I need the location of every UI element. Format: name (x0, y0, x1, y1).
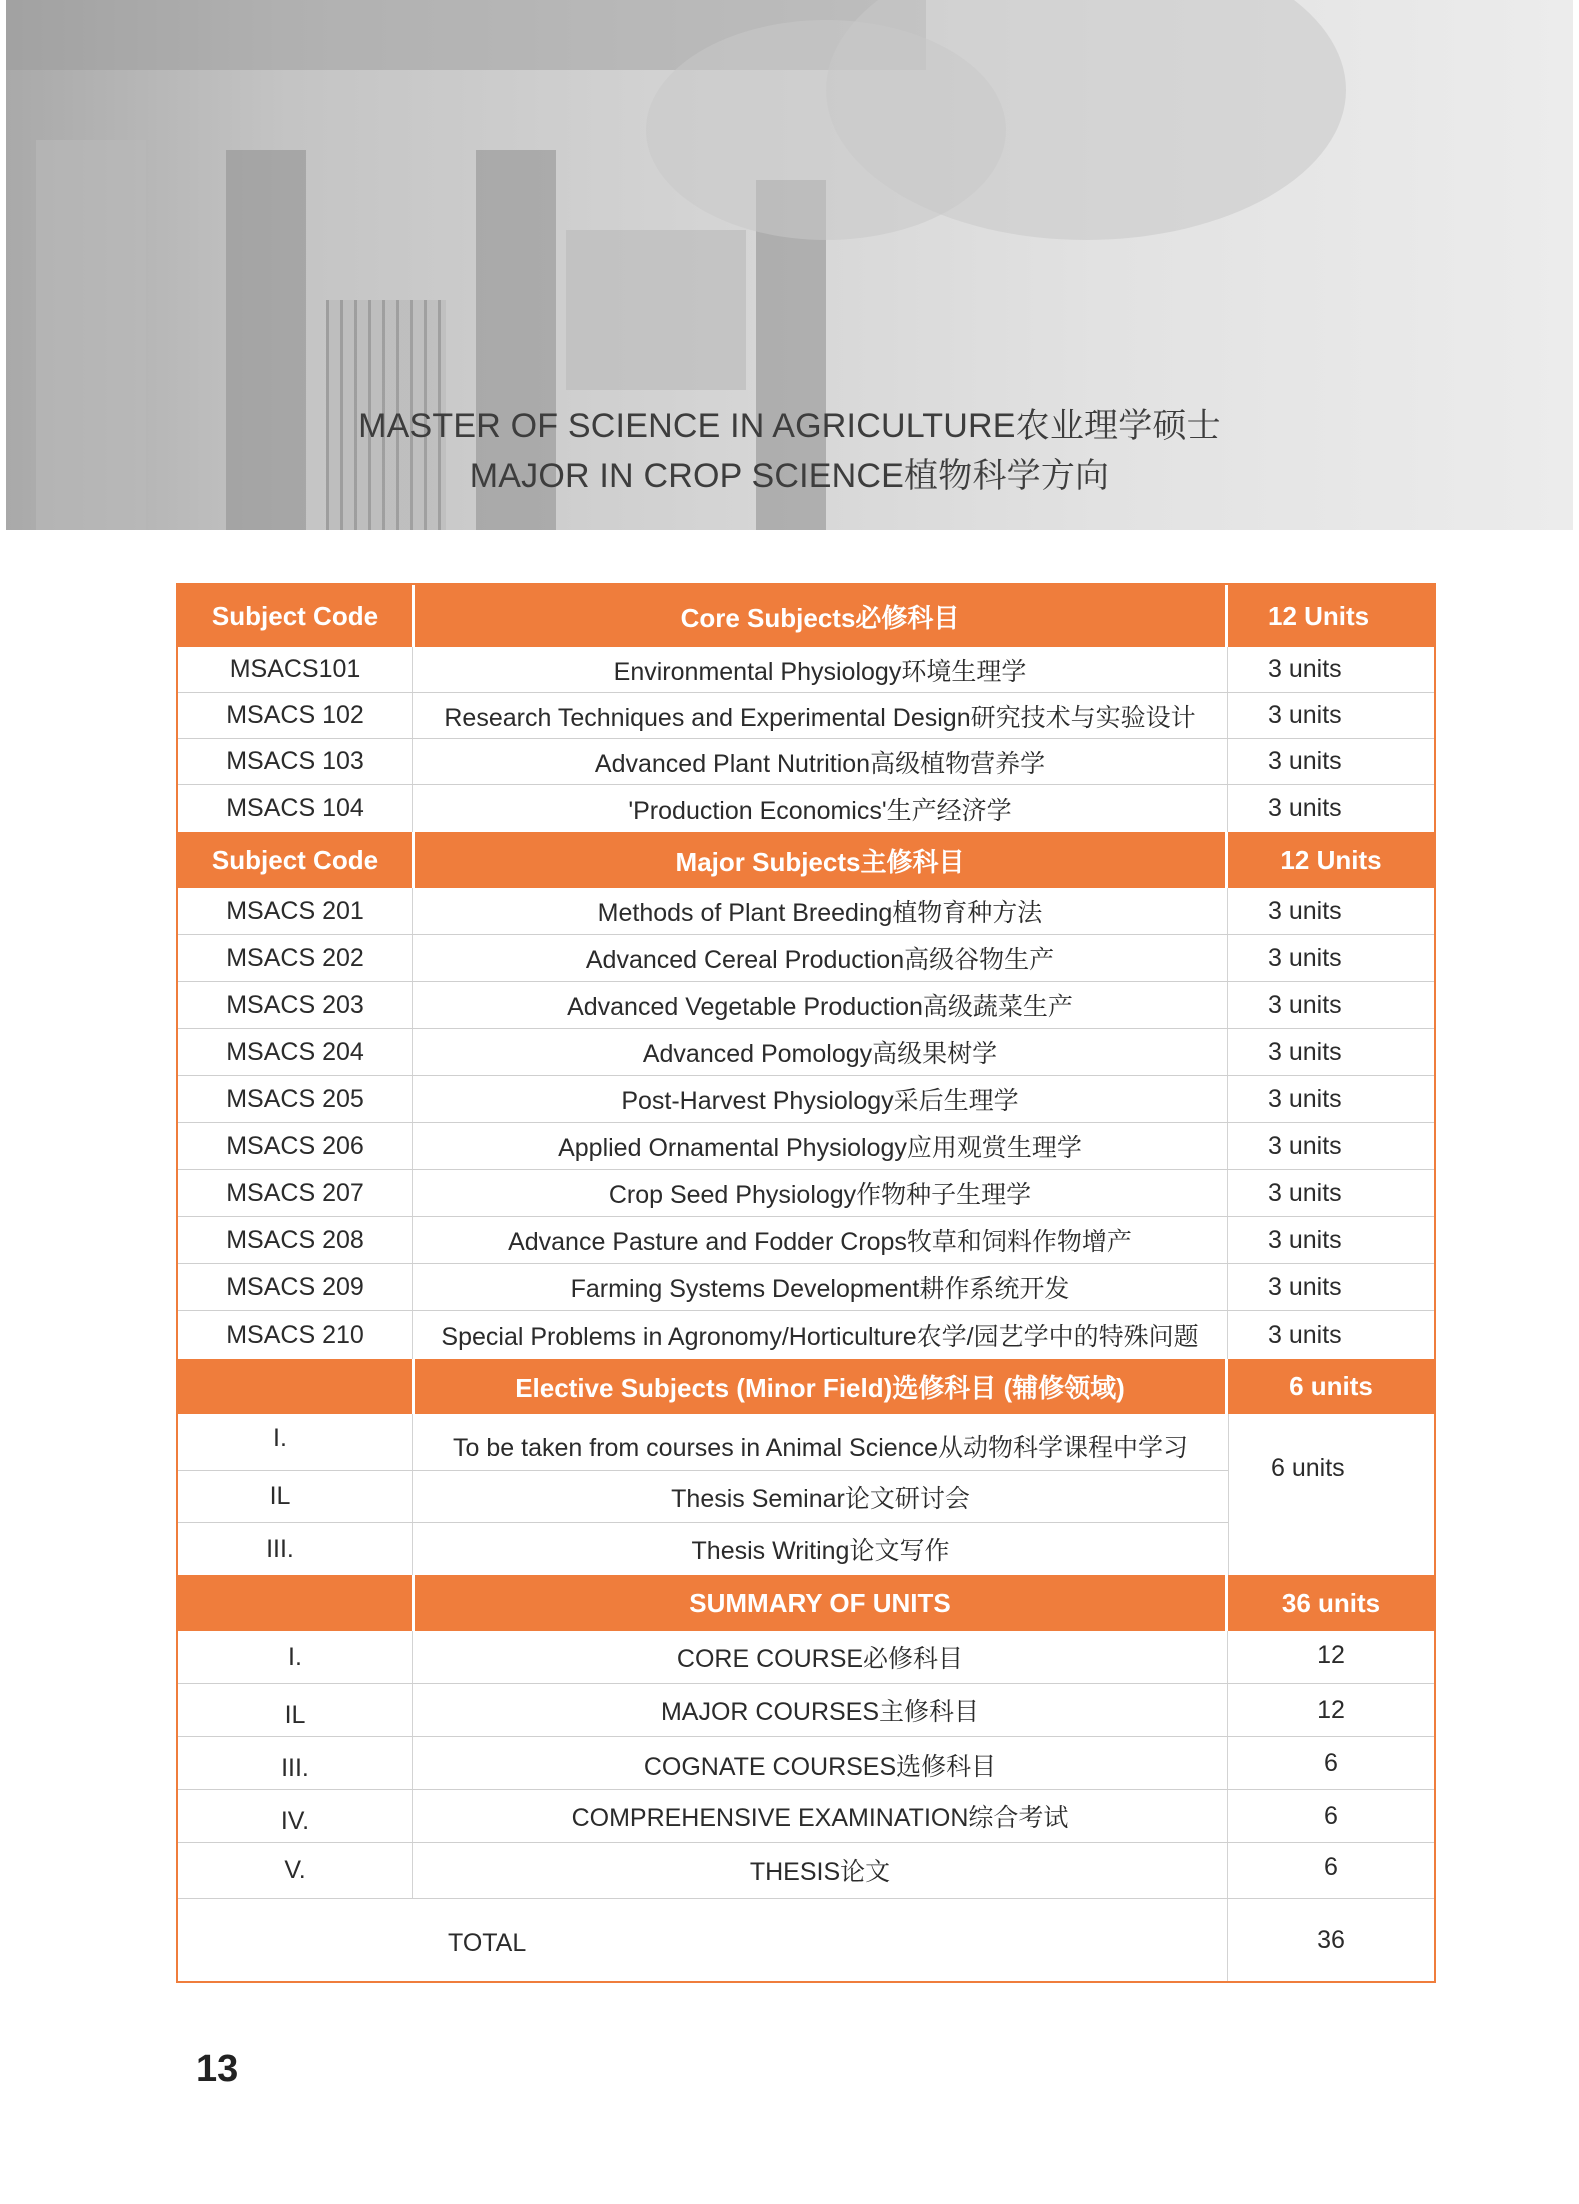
elective-merged-units: 6 units (1228, 1414, 1434, 1575)
banner-window-shape (566, 230, 746, 390)
major-header-row (178, 832, 1434, 888)
subject-code: MSACS 207 (226, 1178, 364, 1207)
summary-code: IV. (280, 1807, 310, 1835)
summary-code: III. (281, 1754, 309, 1782)
subject-title: Post-Harvest Physiology采后生理学 (412, 1076, 1228, 1122)
subject-units: 3 units (1268, 990, 1342, 1019)
core-title-header: Core Subjects必修科目 (412, 585, 1228, 647)
subject-code: MSACS 102 (226, 701, 364, 729)
table-row (178, 1843, 1434, 1899)
subject-title: Thesis Writing论文写作 (412, 1523, 1228, 1575)
summary-header-row (178, 1575, 1434, 1631)
subject-code: MSACS 205 (226, 1084, 364, 1113)
summary-code: I. (288, 1642, 302, 1671)
summary-code: IL (284, 1701, 306, 1729)
subject-title: To be taken from courses in Animal Science从动物科学课程中学习 (412, 1414, 1228, 1470)
subject-units: 3 units (1268, 1131, 1342, 1160)
subject-code: IL (269, 1482, 291, 1510)
table-row (178, 1217, 1434, 1264)
table-row (178, 739, 1434, 785)
subject-units: 3 units (1268, 896, 1342, 925)
subject-title: Applied Ornamental Physiology应用观赏生理学 (412, 1123, 1228, 1169)
core-units-header: 12 Units (1268, 600, 1370, 631)
total-units: 36 (1317, 1925, 1345, 1954)
subject-title: Environmental Physiology环境生理学 (412, 647, 1228, 692)
subject-code: MSACS 206 (226, 1131, 364, 1160)
subject-units: 3 units (1268, 1037, 1342, 1066)
subject-title: Crop Seed Physiology作物种子生理学 (412, 1170, 1228, 1216)
summary-units: 6 (1324, 1801, 1338, 1830)
subject-title: Special Problems in Agronomy/Horticulture农学/园艺学中的特殊问题 (412, 1311, 1228, 1359)
subject-code: MSACS 201 (226, 896, 364, 925)
summary-units: 12 (1317, 1641, 1345, 1669)
subject-code: MSACS 204 (226, 1037, 364, 1066)
subject-units: 3 units (1268, 1084, 1342, 1113)
subject-units: 3 units (1268, 1225, 1342, 1254)
total-row (178, 1899, 1434, 1981)
summary-code-header (178, 1575, 412, 1631)
table-row (178, 1737, 1434, 1790)
table-row (178, 1631, 1434, 1684)
subject-code: MSACS 104 (226, 794, 364, 822)
summary-units: 12 (1317, 1695, 1345, 1724)
table-row (178, 1123, 1434, 1170)
header-banner (6, 0, 1573, 530)
subject-code: I. (273, 1424, 287, 1452)
summary-units: 6 (1324, 1853, 1338, 1881)
summary-units-header: 36 units (1281, 1587, 1381, 1618)
subject-units: 3 units (1268, 1178, 1342, 1207)
summary-course: CORE COURSE必修科目 (412, 1631, 1228, 1683)
subject-code: MSACS 203 (226, 990, 364, 1019)
subject-code: MSACS101 (229, 655, 361, 683)
table-row (178, 1170, 1434, 1217)
subject-units: 3 units (1268, 1272, 1342, 1301)
table-row (178, 1684, 1434, 1737)
curriculum-table (176, 583, 1436, 1983)
page-title-line-1: MASTER OF SCIENCE IN AGRICULTURE农业理学硕士 (358, 407, 1221, 445)
summary-course: COMPREHENSIVE EXAMINATION综合考试 (412, 1790, 1228, 1842)
table-row (178, 1471, 1228, 1523)
summary-course: THESIS论文 (412, 1843, 1228, 1898)
subject-code: MSACS 208 (226, 1225, 364, 1254)
summary-code: V. (284, 1856, 306, 1884)
core-code-header: Subject Code (211, 600, 379, 631)
core-header-row (178, 585, 1434, 647)
table-row (178, 1311, 1434, 1359)
table-row (178, 647, 1434, 693)
elective-units-header: 6 units (1289, 1371, 1373, 1401)
table-row (178, 1414, 1228, 1471)
table-row (178, 1523, 1228, 1575)
major-title-header: Major Subjects主修科目 (412, 832, 1228, 888)
summary-title-header: SUMMARY OF UNITS (412, 1575, 1228, 1631)
table-row (178, 1029, 1434, 1076)
subject-title: Thesis Seminar论文研讨会 (412, 1471, 1228, 1522)
subject-title: Advanced Cereal Production高级谷物生产 (412, 935, 1228, 981)
elective-code-header (178, 1359, 412, 1414)
subject-title: Methods of Plant Breeding植物育种方法 (412, 888, 1228, 934)
subject-code: MSACS 202 (226, 943, 364, 972)
subject-units: 3 units (1268, 747, 1342, 775)
elective-title-header: Elective Subjects (Minor Field)选修科目 (辅修领域) (412, 1359, 1228, 1414)
summary-units: 6 (1324, 1748, 1338, 1777)
page-number: 13 (196, 2048, 239, 2090)
subject-units: 3 units (1268, 1320, 1342, 1349)
table-row (178, 1264, 1434, 1311)
major-code-header: Subject Code (211, 844, 379, 875)
table-row (178, 785, 1434, 832)
subject-units: 3 units (1268, 943, 1342, 972)
subject-units: 3 units (1268, 701, 1342, 729)
table-row (178, 982, 1434, 1029)
banner-tree-shape (646, 20, 1006, 240)
subject-code: MSACS 210 (226, 1320, 364, 1349)
subject-title: Advanced Vegetable Production高级蔬菜生产 (412, 982, 1228, 1028)
table-row (178, 1790, 1434, 1843)
table-row (178, 693, 1434, 739)
subject-title: Farming Systems Development耕作系统开发 (412, 1264, 1228, 1310)
subject-title: Advanced Plant Nutrition高级植物营养学 (412, 739, 1228, 784)
subject-code: MSACS 209 (226, 1272, 364, 1301)
subject-code: III. (266, 1534, 294, 1563)
page-title-line-2: MAJOR IN CROP SCIENCE植物科学方向 (469, 457, 1110, 495)
subject-units: 3 units (1268, 794, 1342, 822)
summary-course: COGNATE COURSES选修科目 (412, 1737, 1228, 1789)
elective-header-row (178, 1359, 1434, 1414)
table-row (178, 935, 1434, 982)
subject-title: Advanced Pomology高级果树学 (412, 1029, 1228, 1075)
summary-course: MAJOR COURSES主修科目 (412, 1684, 1228, 1736)
subject-title: Advance Pasture and Fodder Crops牧草和饲料作物增产 (412, 1217, 1228, 1263)
total-label: TOTAL (178, 1899, 1228, 1981)
subject-code: MSACS 103 (226, 747, 364, 775)
subject-title: 'Production Economics'生产经济学 (412, 785, 1228, 832)
table-row (178, 1076, 1434, 1123)
table-row (178, 888, 1434, 935)
subject-title: Research Techniques and Experimental Design研究技术与实验设计 (412, 693, 1228, 738)
major-units-header: 12 Units (1280, 844, 1382, 875)
subject-units: 3 units (1268, 655, 1342, 683)
